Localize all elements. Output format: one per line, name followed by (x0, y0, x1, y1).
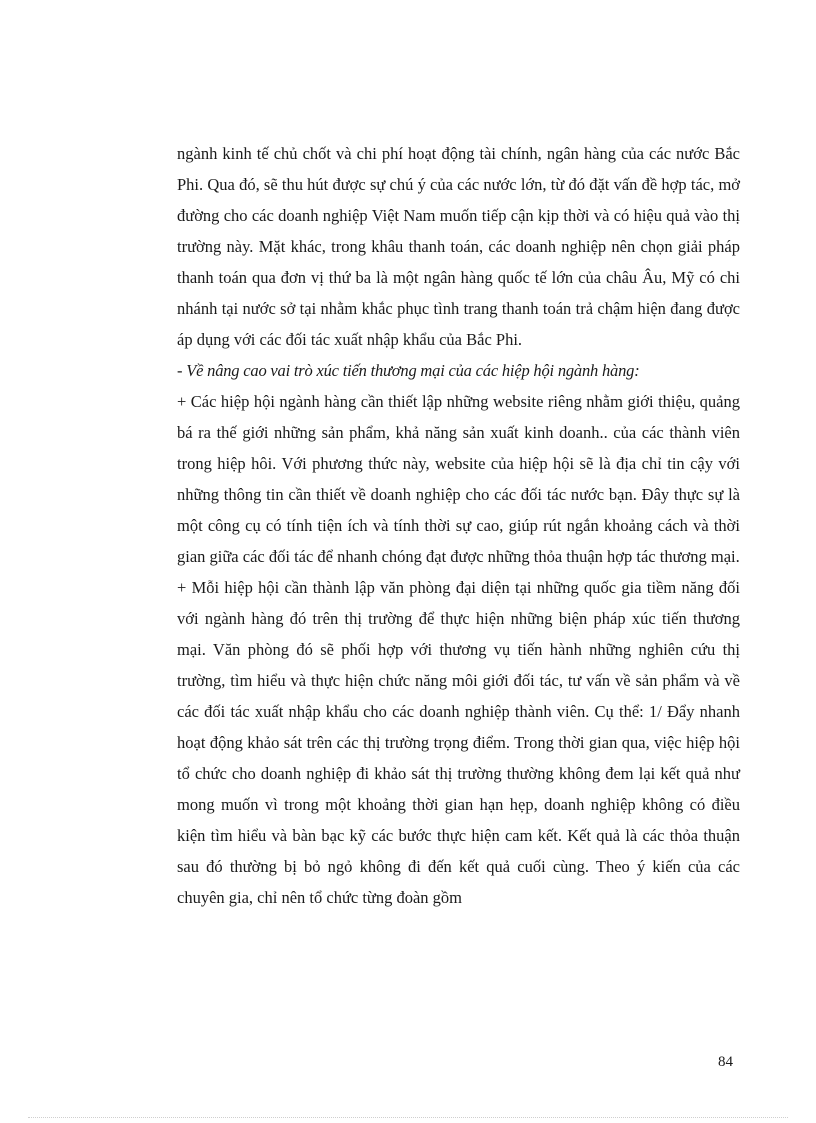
continuation-paragraph: ngành kinh tế chủ chốt và chi phí hoạt động tài chính, ngân hàng của các nước Bắc Phi. Qua đó, sẽ thu hút được sự chú ý của các nước lớn, từ đó đặt vấn đề hợp tác, mở đường cho các doanh nghiệp Việt Nam muốn tiếp cận kịp thời và có hiệu quả vào thị trường này. Mặt khác, trong khâu thanh toán, các doanh nghiệp nên chọn giải pháp thanh toán qua đơn vị thứ ba là một ngân hàng quốc tế lớn của châu Âu, Mỹ có chi nhánh tại nước sở tại nhằm khắc phục tình trang thanh toán trả chậm hiện đang được áp dụng với các đối tác xuất nhập khẩu của Bắc Phi. (177, 144, 740, 349)
bullet-paragraph-website: + Các hiệp hội ngành hàng cần thiết lập những website riêng nhằm giới thiệu, quảng bá ra thế giới những sản phẩm, khả năng sản xuất kinh doanh.. của các thành viên trong hiệp hôi. Với phương thức này, website của hiệp hội sẽ là địa chỉ tin cậy với những thông tin cần thiết về doanh nghiệp cho các đối tác nước bạn. Đây thực sự là một công cụ có tính tiện ích và tính thời sự cao, giúp rút ngắn khoảng cách và thời gian giữa các đối tác để nhanh chóng đạt được những thỏa thuận hợp tác thương mại. (177, 392, 740, 566)
body-text (177, 138, 740, 913)
bullet-paragraph-representative-office: + Mỗi hiệp hội cần thành lập văn phòng đại diện tại những quốc gia tiềm năng đối với ngành hàng đó trên thị trường để thực hiện những biện pháp xúc tiến thương mại. Văn phòng đó sẽ phối hợp với thương vụ tiến hành những nghiên cứu thị trường, tìm hiểu và thực hiện chức năng môi giới đối tác, tư vấn về sản phẩm và về các đối tác xuất nhập khẩu cho các doanh nghiệp thành viên. Cụ thể: 1/ Đẩy nhanh hoạt động khảo sát trên các thị trường trọng điểm. Trong thời gian qua, việc hiệp hội tổ chức cho doanh nghiệp đi khảo sát thị trường thường không đem lại kết quả như mong muốn vì trong một khoảng thời gian hạn hẹp, doanh nghiệp không có điều kiện tìm hiểu và bàn bạc kỹ các bước thực hiện cam kết. Kết quả là các thỏa thuận sau đó thường bị bỏ ngỏ không đi đến kết quả cuối cùng. Theo ý kiến của các chuyên gia, chỉ nên tổ chức từng đoàn gồm (177, 578, 740, 907)
section-heading: - Về nâng cao vai trò xúc tiến thương mại của các hiệp hội ngành hàng: (177, 361, 640, 380)
page-bottom-divider (28, 1117, 788, 1118)
page-number: 84 (718, 1054, 733, 1070)
